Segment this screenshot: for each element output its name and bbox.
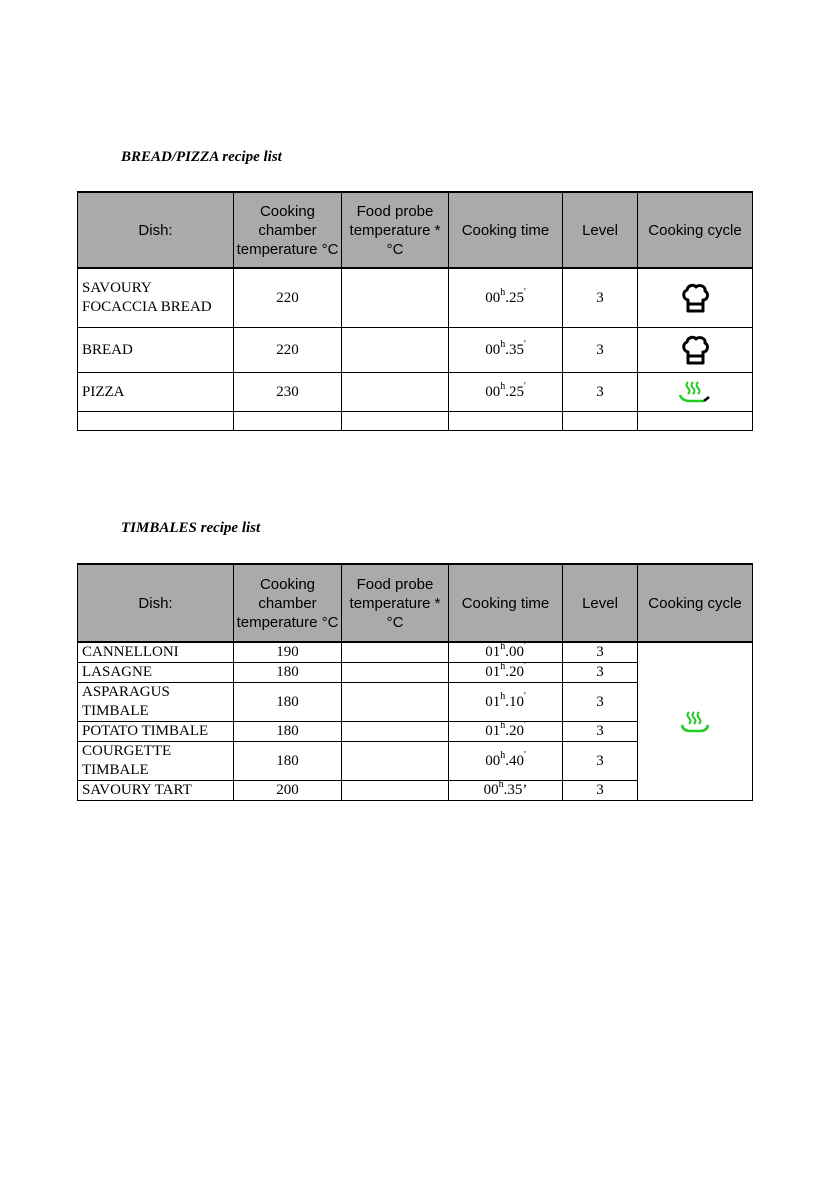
time-cell: 00$^h$.25' — [449, 268, 563, 328]
bread-pizza-section-title: BREAD/PIZZA recipe list — [121, 149, 282, 165]
probe-cell — [342, 268, 449, 328]
level-cell: 3 — [563, 328, 638, 373]
dish-cell: SAVOURY TART — [78, 781, 234, 801]
dish-cell: BREAD — [78, 328, 234, 373]
level-cell: 3 — [563, 683, 638, 722]
level-cell: 3 — [563, 663, 638, 683]
cycle-cell — [638, 642, 753, 801]
cycle-cell — [638, 268, 753, 328]
header-cooking-time: Cooking time — [449, 564, 563, 642]
header-level: Level — [563, 564, 638, 642]
time-cell: 00$^h$.35' — [449, 328, 563, 373]
level-cell: 3 — [563, 642, 638, 663]
cycle-cell — [638, 328, 753, 373]
temp-cell: 200 — [234, 781, 342, 801]
time-cell: 00$^h$.25' — [449, 373, 563, 412]
table-header-row — [78, 192, 753, 268]
time-cell: 01$^h$.20' — [449, 722, 563, 742]
timbales-recipe-table — [77, 563, 753, 801]
table-row — [78, 373, 753, 412]
time-cell: 01$^h$.10' — [449, 683, 563, 722]
dish-cell: PIZZA — [78, 373, 234, 412]
temp-cell: 180 — [234, 742, 342, 781]
dish-cell: SAVOURY FOCACCIA BREAD — [78, 268, 234, 328]
probe-cell — [342, 722, 449, 742]
cycle-cell — [638, 373, 753, 412]
table-header-row — [78, 564, 753, 642]
header-chamber-temperature: Cooking chamber temperature °C — [234, 192, 342, 268]
temp-cell: 180 — [234, 683, 342, 722]
dish-cell: ASPARAGUS TIMBALE — [78, 683, 234, 722]
time-cell: 01$^h$.20' — [449, 663, 563, 683]
table-row — [78, 642, 753, 663]
probe-cell — [342, 328, 449, 373]
dish-cell: LASAGNE — [78, 663, 234, 683]
level-cell: 3 — [563, 722, 638, 742]
level-cell: 3 — [563, 268, 638, 328]
temp-cell: 230 — [234, 373, 342, 412]
level-cell: 3 — [563, 742, 638, 781]
probe-cell — [342, 742, 449, 781]
temp-cell: 220 — [234, 328, 342, 373]
probe-cell — [342, 373, 449, 412]
chef-hat-icon — [680, 334, 710, 366]
probe-cell — [342, 781, 449, 801]
header-dish: Dish: — [78, 192, 234, 268]
time-cell: 01$^h$.00' — [449, 642, 563, 663]
temp-cell: 180 — [234, 722, 342, 742]
table-row — [78, 268, 753, 328]
header-dish: Dish: — [78, 564, 234, 642]
header-probe-temperature: Food probe temperature * °C — [342, 192, 449, 268]
chef-hat-icon — [680, 282, 710, 314]
header-level: Level — [563, 192, 638, 268]
level-cell: 3 — [563, 781, 638, 801]
temp-cell: 190 — [234, 642, 342, 663]
steam-dish-icon — [674, 378, 716, 406]
time-cell: 00$^h$.35’ — [449, 781, 563, 801]
bread-pizza-recipe-table — [77, 191, 753, 431]
dish-cell: POTATO TIMBALE — [78, 722, 234, 742]
table-row — [78, 328, 753, 373]
temp-cell: 220 — [234, 268, 342, 328]
header-cooking-cycle: Cooking cycle — [638, 192, 753, 268]
probe-cell — [342, 663, 449, 683]
temp-cell: 180 — [234, 663, 342, 683]
table-row-empty — [78, 412, 753, 431]
probe-cell — [342, 642, 449, 663]
dish-cell: CANNELLONI — [78, 642, 234, 663]
header-chamber-temperature: Cooking chamber temperature °C — [234, 564, 342, 642]
steam-dish-icon — [678, 709, 712, 735]
timbales-section-title: TIMBALES recipe list — [121, 520, 261, 536]
header-cooking-cycle: Cooking cycle — [638, 564, 753, 642]
dish-cell: COURGETTE TIMBALE — [78, 742, 234, 781]
header-probe-temperature: Food probe temperature * °C — [342, 564, 449, 642]
time-cell: 00$^h$.40' — [449, 742, 563, 781]
header-cooking-time: Cooking time — [449, 192, 563, 268]
level-cell: 3 — [563, 373, 638, 412]
probe-cell — [342, 683, 449, 722]
